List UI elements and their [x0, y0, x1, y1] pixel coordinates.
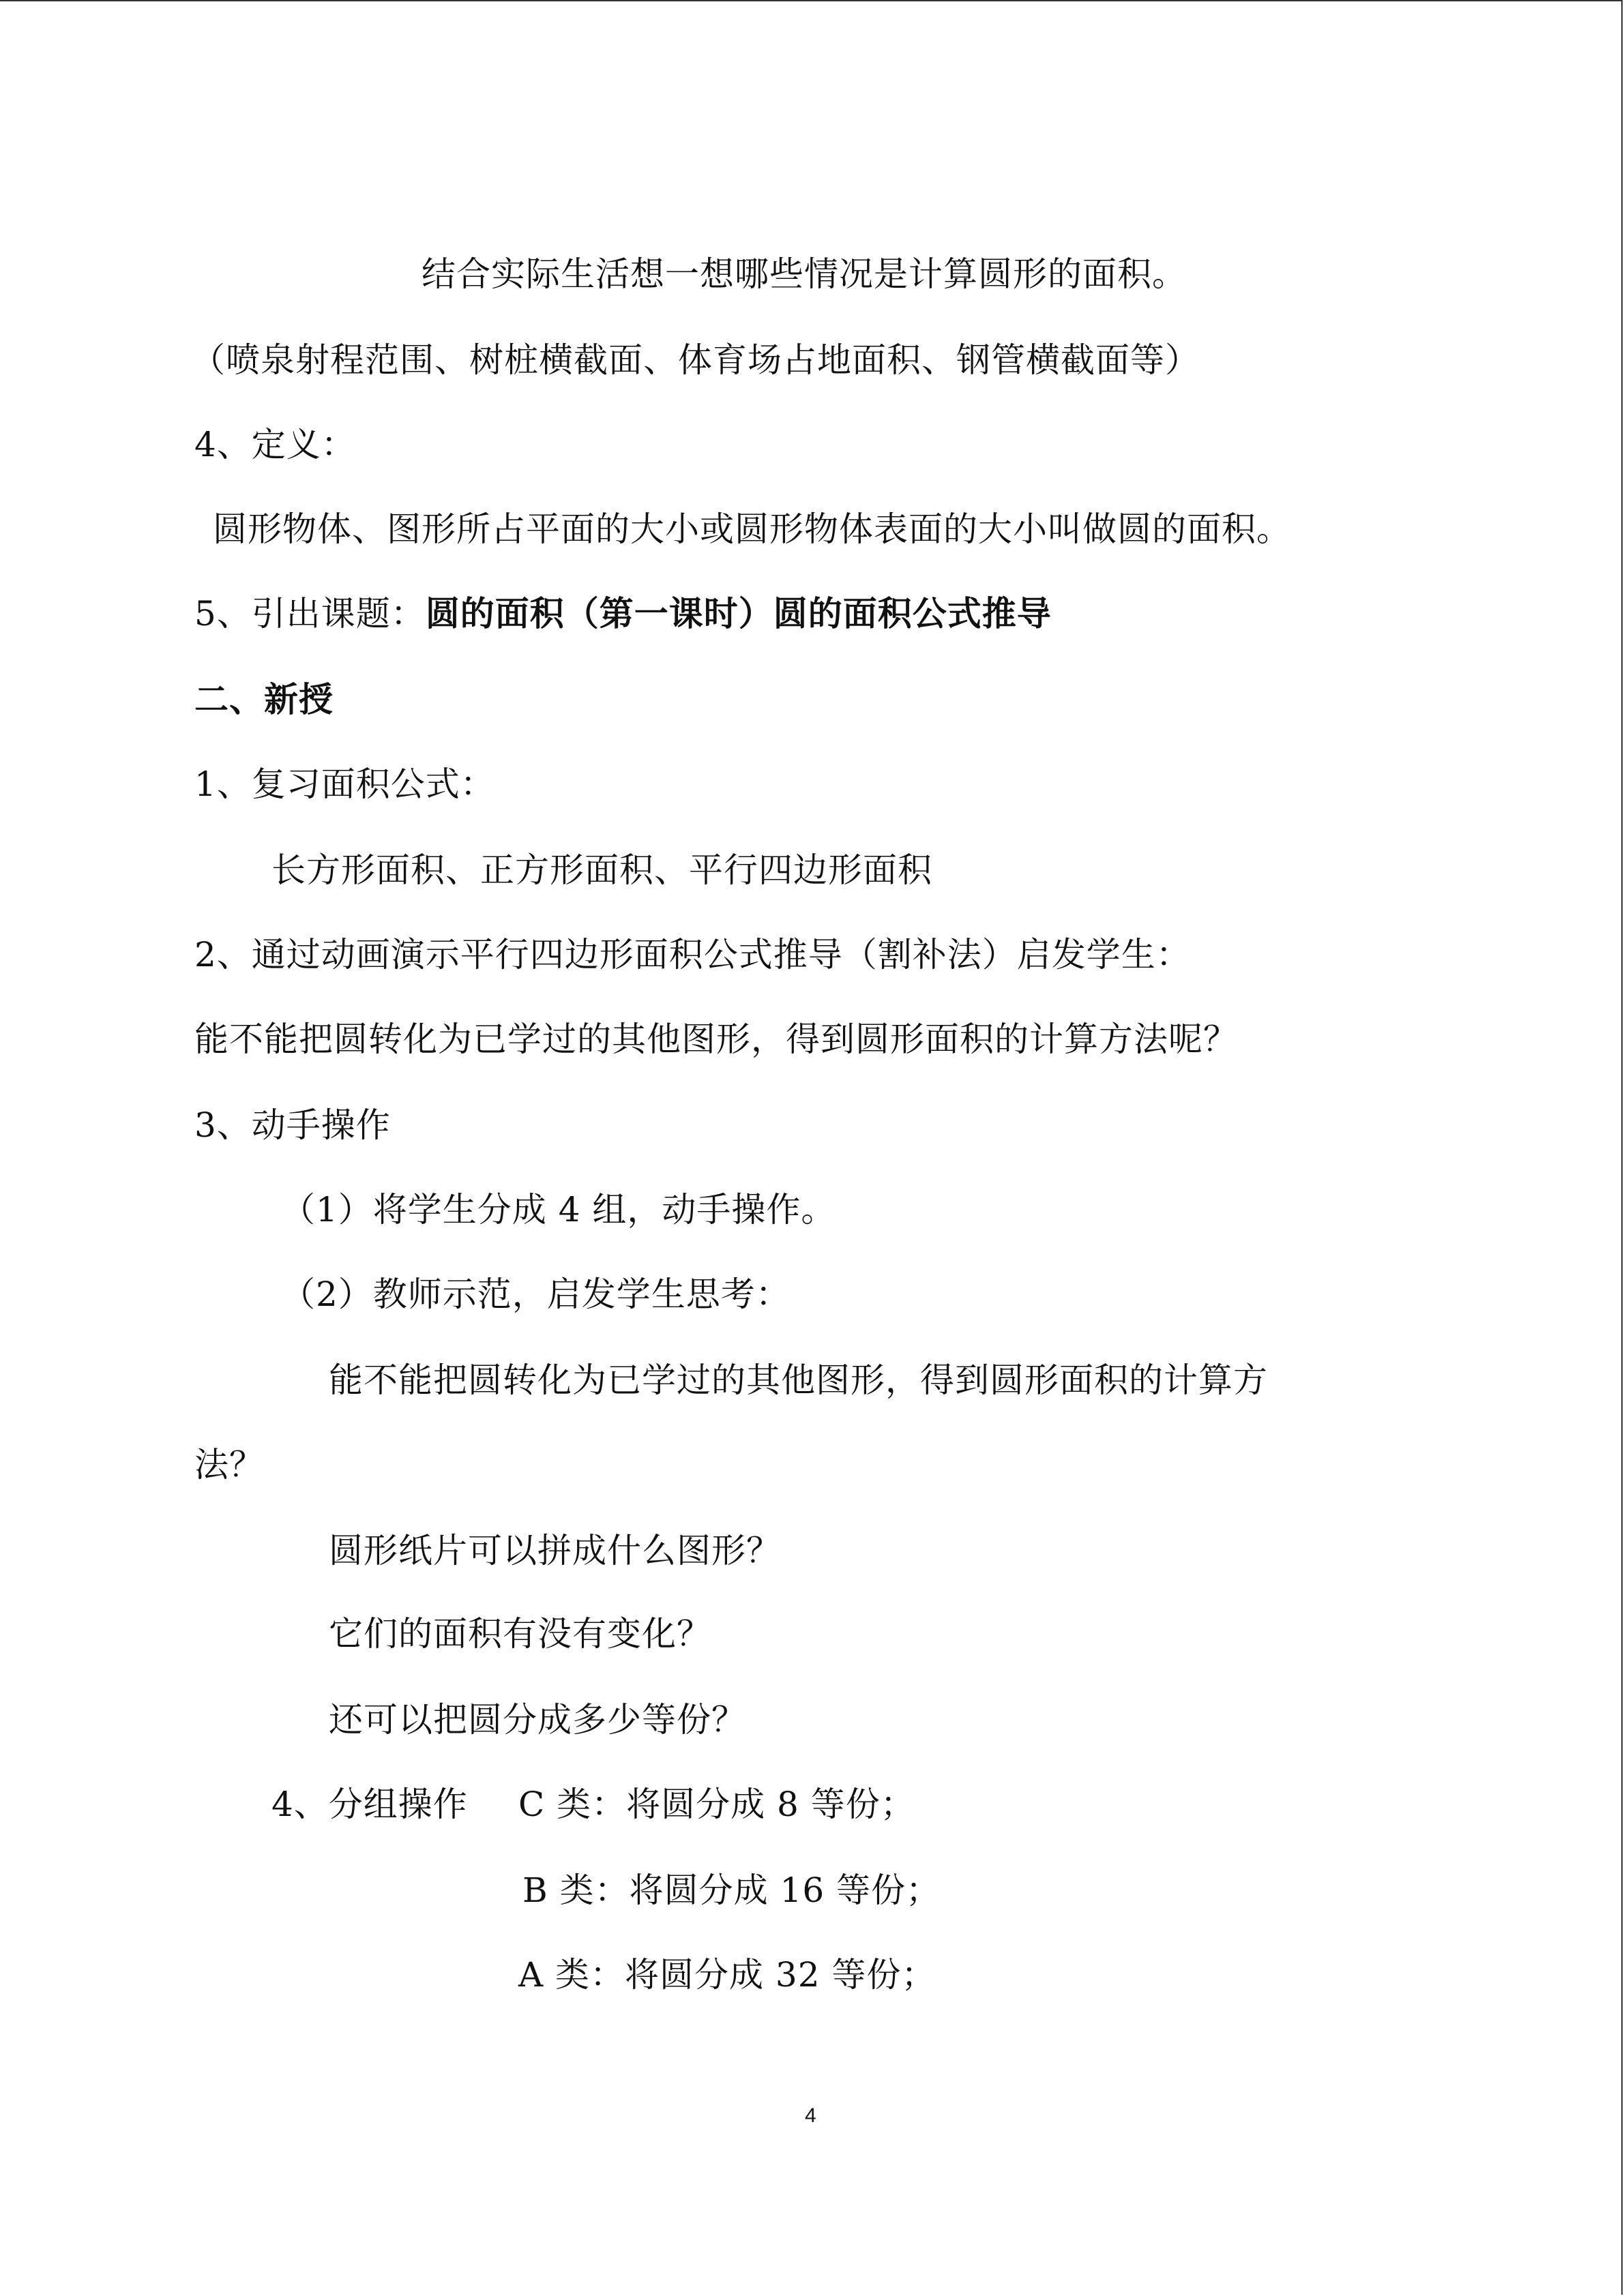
- review-items: 长方形面积、正方形面积、平行四边形面积: [271, 850, 932, 890]
- section-heading-new-lesson: 二、新授: [194, 680, 334, 719]
- prompt-question-3: 它们的面积有没有变化？: [329, 1614, 711, 1654]
- definition-heading: 4、定义：: [194, 425, 356, 464]
- group-b: B 类：将圆分成 16 等份；: [522, 1870, 941, 1910]
- step-2: （2）教师示范，启发学生思考：: [281, 1274, 791, 1314]
- group-c: C 类：将圆分成 8 等份；: [518, 1785, 915, 1824]
- guiding-question: 能不能把圆转化为已学过的其他图形，得到圆形面积的计算方法呢？: [194, 1019, 1238, 1059]
- hands-on-heading: 3、动手操作: [194, 1105, 391, 1145]
- definition-text: 圆形物体、图形所占平面的大小或圆形物体表面的大小叫做圆的面积。: [213, 509, 1291, 549]
- question-line: 结合实际生活想一想哪些情况是计算圆形的面积。: [422, 254, 1187, 294]
- review-heading: 1、复习面积公式：: [194, 764, 495, 804]
- prompt-question-1: 能不能把圆转化为已学过的其他图形，得到圆形面积的计算方: [329, 1360, 1268, 1400]
- prompt-question-2: 圆形纸片可以拼成什么图形？: [329, 1531, 781, 1570]
- topic-line: [194, 593, 1052, 634]
- prompt-question-1-cont: 法？: [194, 1445, 264, 1485]
- page-number: 4: [805, 2104, 816, 2127]
- topic-title: 圆的面积（第一课时）圆的面积公式推导: [425, 594, 1052, 633]
- animation-line: 2、通过动画演示平行四边形面积公式推导（割补法）启发学生：: [194, 935, 1191, 974]
- examples-line: （喷泉射程范围、树桩横截面、体育场占地面积、钢管横截面等）: [191, 340, 1200, 380]
- group-operation-label: 4、分组操作: [271, 1785, 468, 1824]
- group-a: A 类：将圆分成 32 等份；: [518, 1955, 936, 1995]
- topic-prefix: 5、引出课题：: [194, 594, 426, 633]
- prompt-question-4: 还可以把圆分成多少等份？: [329, 1700, 746, 1740]
- step-1: （1）将学生分成 4 组，动手操作。: [281, 1190, 836, 1229]
